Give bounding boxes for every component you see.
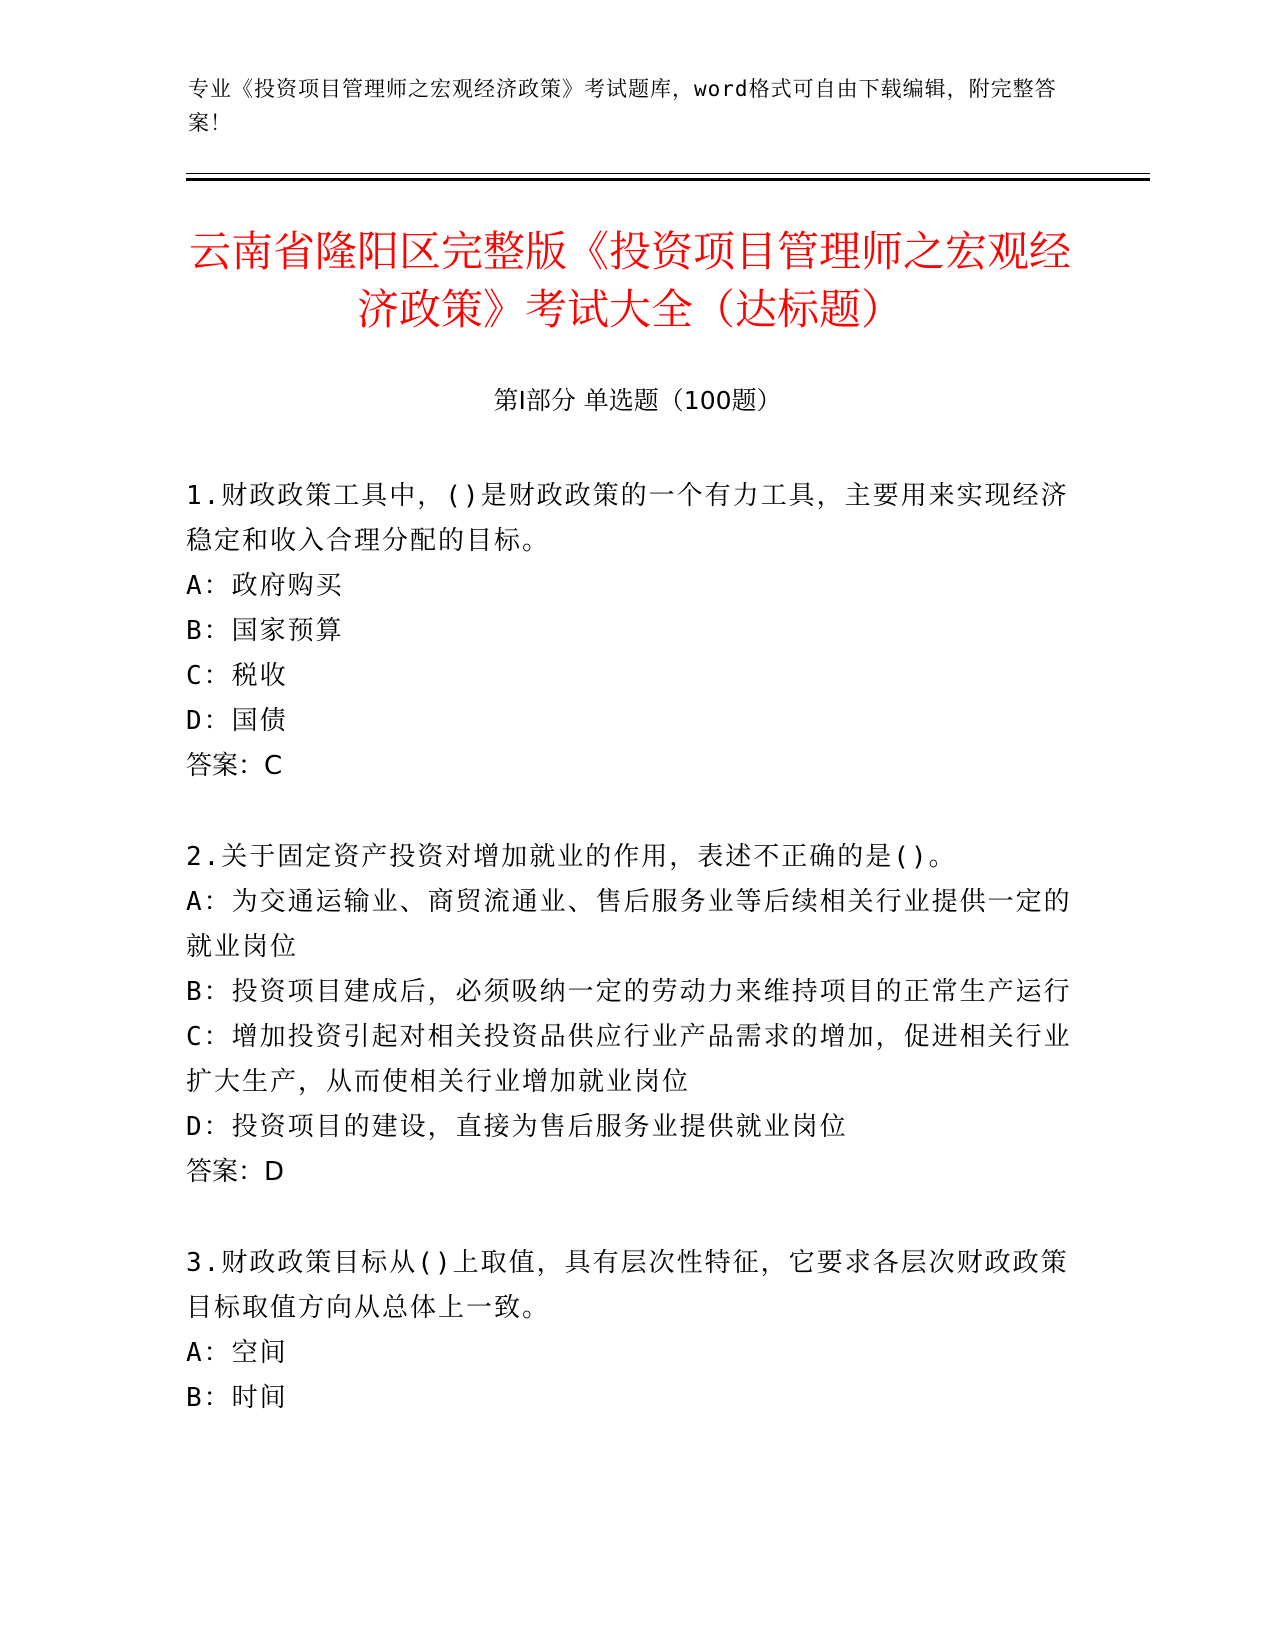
question-stem: 2.关于固定资产投资对增加就业的作用，表述不正确的是()。: [186, 842, 957, 872]
header-note: 专业《投资项目管理师之宏观经济政策》考试题库，word格式可自由下载编辑，附完整答案！: [188, 77, 1057, 135]
answer-value: D: [264, 1157, 285, 1187]
question-1: [186, 474, 1086, 789]
header-divider-thin: [186, 173, 1150, 174]
question-3: [186, 1241, 1086, 1421]
option-a: A：为交通运输业、商贸流通业、售后服务业等后续相关行业提供一定的就业岗位: [186, 887, 1072, 962]
option-d: D：国债: [186, 706, 288, 736]
section-title: 第Ⅰ部分 单选题（100题）: [493, 386, 782, 415]
question-stem: 3.财政政策目标从()上取值，具有层次性特征，它要求各层次财政政策目标取值方向从总体上一致。: [186, 1248, 1069, 1323]
header-divider-thick: [186, 178, 1150, 181]
option-c: C：增加投资引起对相关投资品供应行业产品需求的增加，促进相关行业扩大生产，从而使相关行业增加就业岗位: [186, 1022, 1072, 1097]
option-b: B：投资项目建成后，必须吸纳一定的劳动力来维持项目的正常生产运行: [186, 977, 1072, 1007]
answer-label: 答案：: [186, 751, 265, 781]
answer-label: 答案：: [186, 1157, 265, 1187]
question-list: [186, 474, 1086, 1467]
document-title: 云南省隆阳区完整版《投资项目管理师之宏观经济政策》考试大全（达标题）: [188, 227, 1071, 334]
option-b: B：国家预算: [186, 616, 344, 646]
option-c: C：税收: [186, 661, 288, 691]
option-a: A：空间: [186, 1338, 288, 1368]
question-stem: 1.财政政策工具中，()是财政政策的一个有力工具，主要用来实现经济稳定和收入合理分配的目标。: [186, 481, 1069, 556]
option-a: A：政府购买: [186, 571, 344, 601]
option-b: B：时间: [186, 1383, 288, 1413]
answer-value: C: [264, 751, 283, 781]
answer-line: [186, 744, 1086, 789]
option-d: D：投资项目的建设，直接为售后服务业提供就业岗位: [186, 1112, 848, 1142]
answer-line: [186, 1150, 1086, 1195]
question-2: [186, 835, 1086, 1195]
